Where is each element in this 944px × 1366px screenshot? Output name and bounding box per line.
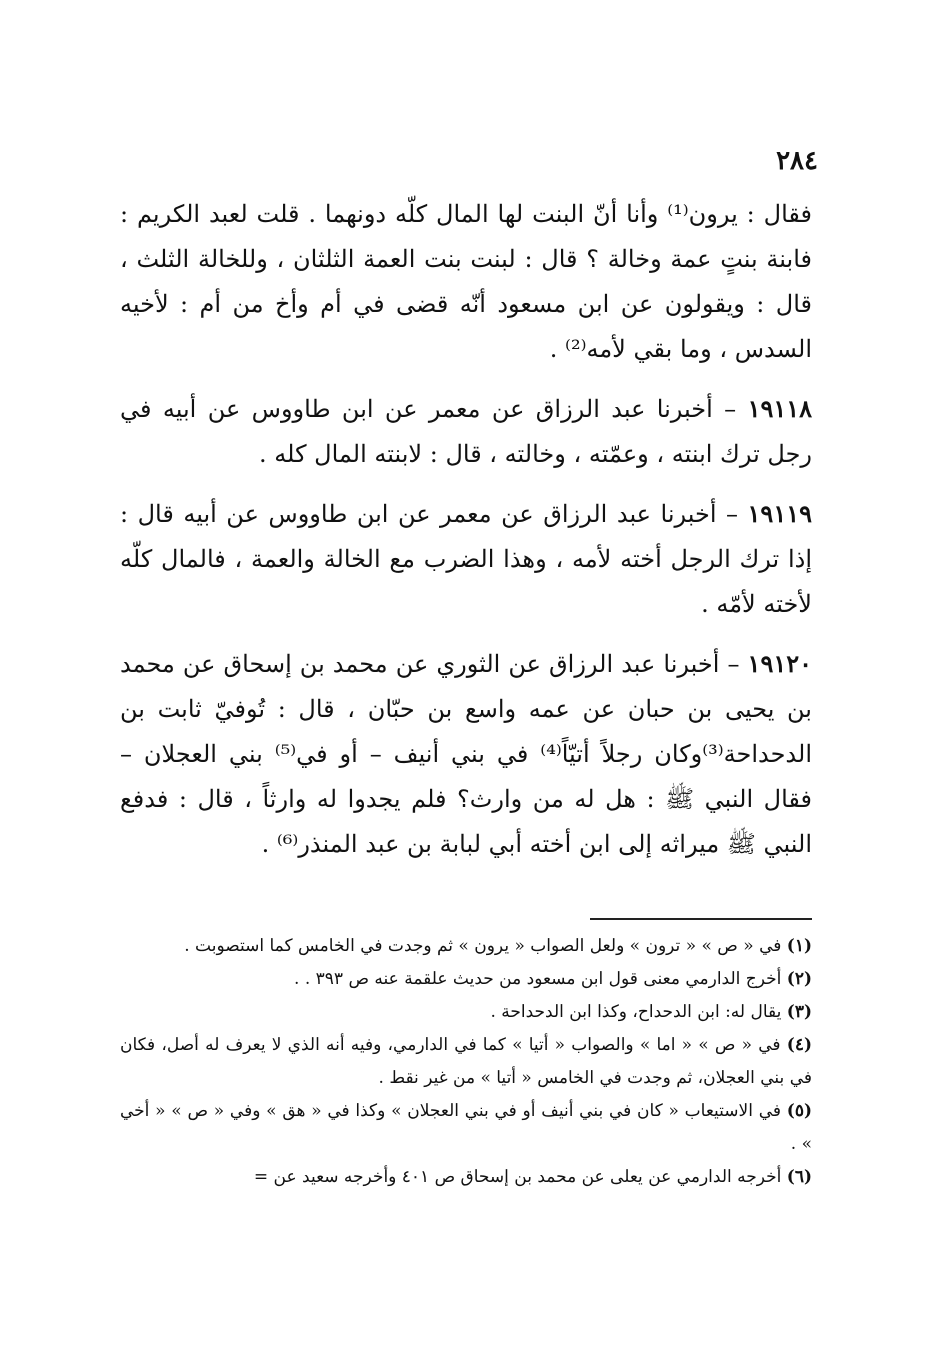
footnote-text: في الاستيعاب « كان في بني أنيف أو في بني العجلان » وكذا في « هق » وفي « ص » « أخي » .: [120, 1101, 812, 1154]
main-text: [120, 192, 812, 867]
footnote-mark: (٤): [786, 1035, 812, 1055]
paragraph-intro: [120, 192, 812, 372]
footnote-mark: (٣): [786, 1002, 812, 1022]
paragraph-text: – أخبرنا عبد الرزاق عن معمر عن ابن طاووس عن أبيه في رجل ترك ابنته ، وعمّته ، وخالته ، قال : لابنته المال كله .: [120, 395, 812, 468]
paragraph-text: – أخبرنا عبد الرزاق عن معمر عن ابن طاووس عن أبيه قال : إذا ترك الرجل أخته لأمه ، وهذا الضرب مع الخالة والعمة ، فالمال كلّه لأخته لأمّه .: [120, 500, 812, 618]
footnote-2: [120, 963, 812, 996]
footnote-mark: (٢): [786, 969, 812, 989]
footnote-text: في « ص » « اما » والصواب « أتيا » كما في الدارمي، وفيه أنه الذي لا يعرف له أصل، فكان في بني العجلان، ثم وجدت في الخامس « أتيا » من غير نقط .: [120, 1035, 812, 1088]
footnote-3: [120, 996, 812, 1029]
hadith-number: ١٩١٢٠: [747, 649, 812, 678]
footnote-mark: (١): [786, 936, 812, 956]
hadith-19119: [120, 491, 812, 627]
footnote-text: في « ص » « ترون » ولعل الصواب « يرون » ثم وجدت في الخامس كما استصوبت .: [184, 936, 782, 956]
paragraph-text: فقال : يرون⁽¹⁾ وأنا أنّ البنت لها المال كلّه دونهما . قلت لعبد الكريم : فابنة بنتٍ عمة وخالة ؟ قال : لبنت بنت العمة الثلثان ، وللخالة الثلث ، قال : ويقولون عن ابن مسعود أنّه قضى في أم وأخ من أم : لأخيه السدس ، وما بقي لأمه⁽²⁾ .: [120, 200, 812, 363]
hadith-number: ١٩١١٨: [747, 394, 813, 423]
hadith-number: ١٩١١٩: [747, 499, 812, 528]
footnote-4: [120, 1029, 812, 1095]
footnote-text: يقال له: ابن الدحداح، وكذا ابن الدحداحة .: [490, 1002, 782, 1022]
footnote-1: [120, 930, 812, 963]
paragraph-text: – أخبرنا عبد الرزاق عن الثوري عن محمد بن إسحاق عن محمد بن يحيى بن حبان عن عمه واسع بن حبّان ، قال : تُوفيّ ثابت بن الدحداحة⁽³⁾وكان رجلاً أتيّاً⁽⁴⁾ في بني أنيف – أو في⁽⁵⁾ بني العجلان – فقال النبي ﷺ : هل له من وارث؟ فلم يجدوا له وارثاً ، قال : فدفع النبي ﷺ ميراثه إلى ابن أخته أبي لبابة بن عبد المنذر⁽⁶⁾ .: [120, 650, 813, 858]
hadith-19120: [120, 641, 812, 867]
page-number: ٢٨٤: [776, 146, 818, 176]
footnote-text: أخرج الدارمي معنى قول ابن مسعود من حديث علقمة عنه ص ٣٩٣ . .: [294, 969, 782, 989]
hadith-19118: [120, 386, 812, 477]
footnote-divider: [590, 918, 812, 920]
footnote-mark: (٦): [786, 1167, 812, 1187]
footnotes: [120, 930, 812, 1194]
footnote-text: أخرجه الدارمي عن يعلى عن محمد بن إسحاق ص ٤٠١ وأخرجه سعيد عن =: [253, 1167, 782, 1187]
footnote-6: [120, 1161, 812, 1194]
footnote-5: [120, 1095, 812, 1161]
footnote-mark: (٥): [786, 1101, 813, 1121]
